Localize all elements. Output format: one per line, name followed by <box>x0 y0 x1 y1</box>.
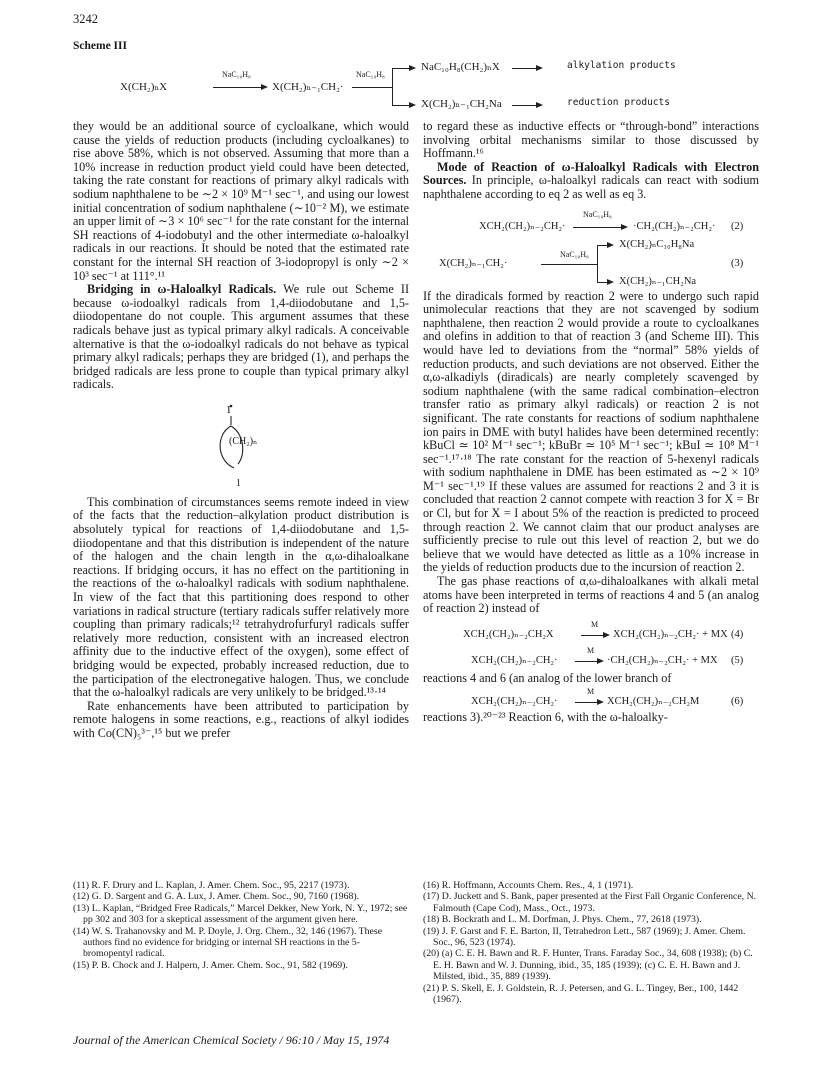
eq2-right: ·CH₂(CH₂)ₙ₋₂CH₂· <box>633 220 716 232</box>
eq4-reagent: M <box>591 619 599 629</box>
reference-item: (20) (a) C. E. H. Bawn and R. F. Hunter, Trans. Faraday Soc., 34, 608 (1938); (b) C. E. H. Bawn and W. J. Dunning, ibid., 35, 185 (1939); (c) C. E. H. Bawn and J. Milsted, ibid., 35, 889 (1939). <box>423 948 753 983</box>
eq5-right: ·CH₂(CH₂)ₙ₋₂CH₂· + MX <box>607 654 718 666</box>
scheme-title: Scheme III <box>73 40 127 52</box>
eq3-upper: X(CH₂)ₙC₁₀H₈Na <box>619 238 695 250</box>
equation-2 <box>423 208 759 238</box>
eq3-number: (3) <box>731 257 744 269</box>
eq6-left: XCH₂(CH₂)ₙ₋₂CH₂· <box>471 696 558 708</box>
paragraph <box>73 283 409 392</box>
eq6-right: XCH₂(CH₂)ₙ₋₂CH₂M <box>607 696 700 708</box>
paragraph: This combination of circumstances seems remote indeed in view of the facts that the reduction–alkylation product distribution is absolutely typical for reactions of 1,4-diiodobutane and 1,5-diiodopentane and that this distribution is independent of the nature of the halogen and the chain length in the α,ω-dihaloalkane reactions. If bridging occurs, it has no effect on the partitioning in the reactions of the ω-haloalkyl radicals with sodium naphthalene. In view of the fact that this partitioning does respond to other variations in radical structure (tertiary radicals suffer relatively more coupling than primary radicals;¹² tetrahydrofurfuryl radicals suffer relatively more reduction, consistent with an increased electron affinity due to the inductive effect of the oxygen), some effect of bridging would be expected, probably increased reduction, due to the participation of the electronegative halogen. Thus, we conclude that the ω-haloalkyl radicals are very unlikely to be bridged.¹³·¹⁴ <box>73 494 409 700</box>
equation-3 <box>423 238 759 287</box>
scheme-lower-product: X(CH₂)ₙ₋₁CH₂Na <box>421 98 502 110</box>
reference-item: (11) R. F. Drury and L. Kaplan, J. Amer. Chem. Soc., 95, 2217 (1973). <box>73 880 350 891</box>
arrowhead-icon <box>597 699 604 705</box>
scheme-arrow-lower <box>512 105 536 106</box>
bridged-radical-structure <box>73 398 409 490</box>
paragraph: The gas phase reactions of α,ω-dihaloalkanes with alkali metal atoms have been interpreted in terms of reactions 4 and 5 (an analog of reaction 2) instead of <box>423 574 759 616</box>
reference-item: (15) P. B. Chock and J. Halpern, J. Amer. Chem. Soc., 91, 582 (1969). <box>73 959 348 971</box>
eq2-reagent: NaC₁₀H₈ <box>583 209 612 219</box>
reference-item: (19) J. F. Garst and F. E. Barton, II, Tetrahedron Lett., 587 (1969); J. Amer. Chem. Soc., 96, 523 (1974). <box>423 925 746 949</box>
eq3-lower-branch <box>597 282 607 283</box>
paragraph: If the diradicals formed by reaction 2 were to undergo such rapid unimolecular reactions that they are not scavenged by sodium naphthalene, then reaction 2 would provide a route to cycloalkanes and olefins in addition to that of reaction 3 (and Scheme III). This would have led to deviations from the “normal” 58% yields of reduction products, and such deviations are not observed. Either the α,ω-alkadiyls (diradicals) are nearly completely scavenged by sodium naphthalene (with the same radical combination–electron transfer ratio as primary alkyl radicals) or reaction 2 is not significant. The rate constants for reactions of sodium naphthalene ion pairs in DME with butyl halides have been determined recently: kBuCl ≃ 10² M⁻¹ sec⁻¹; kBuBr ≃ 10⁵ M⁻¹ sec⁻¹; kBuI ≃ 10⁸ M⁻¹ sec⁻¹.¹⁷·¹⁸ The rate constant for the reaction of 5-hexenyl radicals with sodium naphthalene in DME has been estimated as ∼2 × 10⁹ M⁻¹ sec⁻¹.¹⁹ If these values are assumed for reactions 2 and 3 it is concluded that reaction 2 cannot compete with reaction 3 for X = Br or Cl, but for X = I about 5% of the reaction is predicted to proceed through reaction 2. We cannot claim that our product analyses are sufficiently precise to rule out this level of reaction 2, but we do believe that we would have detected as little as a 10% increase in the yields of reduction products due to the incursion of reaction 2. <box>423 288 759 575</box>
arrowhead-icon <box>597 658 604 664</box>
eq2-left: XCH₂(CH₂)ₙ₋₂CH₂· <box>479 220 566 232</box>
left-column <box>73 120 409 741</box>
reference-item: (21) P. S. Skell, E. J. Goldstein, R. J. Petersen, and G. L. Tingey, Ber., 100, 1442 (1967). <box>423 982 739 1006</box>
page-number: 3242 <box>73 12 98 26</box>
eq6-arrow <box>575 702 597 703</box>
scheme-reagent-1: NaC₁₀H₈ <box>222 70 251 79</box>
references-left <box>73 880 409 971</box>
scheme-branch-vertical <box>392 68 393 106</box>
paragraph-text: We rule out Scheme II because ω-iodoalkyl radicals from 1,4-diiodobutane and 1,5-diiodopentane do not couple. This argument assumes that these radicals behave just as typical primary alkyl radicals. A conceivable alternative is that the ω-iodoalkyl radicals do not behave as typical primary alkyl radicals; perhaps they are bridged (1), and perhaps the bridged radicals are less prone to couple than typical primary alkyl radicals. <box>73 282 410 392</box>
arrowhead-icon <box>621 224 628 230</box>
paragraph: to regard these as inductive effects or “through-bond” interactions involving orbital mechanisms similar to those discussed by Hoffmann.¹⁶ <box>423 119 759 161</box>
reference-item: (16) R. Hoffmann, Accounts Chem. Res., 4, 1 (1971). <box>423 880 634 891</box>
reference-item: (12) G. D. Sargent and G. A. Lux, J. Amer. Chem. Soc., 90, 7160 (1968). <box>73 891 360 903</box>
paragraph: reactions 4 and 6 (an analog of the lower branch of <box>423 670 672 685</box>
eq5-left: XCH₂(CH₂)ₙ₋₂CH₂· <box>471 654 558 666</box>
scheme-lower-result: reduction products <box>567 97 670 108</box>
reference-item: (18) B. Bockrath and L. M. Dorfman, J. Phys. Chem., 77, 2618 (1973). <box>423 914 702 926</box>
section-heading: Bridging in ω-Haloalkyl Radicals. <box>87 282 277 297</box>
eq3-reagent: NaC₁₀H₈ <box>560 249 589 259</box>
eq4-right: XCH₂(CH₂)ₙ₋₂CH₂· + MX <box>613 628 728 640</box>
eq2-number: (2) <box>731 220 744 232</box>
structure-number: 1 <box>236 477 241 489</box>
structure-atom: I <box>227 403 231 416</box>
eq3-left: X(CH₂)ₙ₋₁CH₂· <box>439 257 508 269</box>
section-heading: Mode of Reaction of ω-Haloalkyl Radicals with Electron Sources. <box>423 159 759 188</box>
arrowhead-icon <box>409 102 416 108</box>
eq2-arrow <box>573 227 621 228</box>
eq4-left: XCH₂(CH₂)ₙ₋₂CH₂X <box>463 628 554 640</box>
eq3-upper-branch <box>597 245 607 246</box>
references-right <box>423 880 759 1005</box>
arrowhead-icon <box>409 65 416 71</box>
eq6-reagent: M <box>587 687 595 697</box>
eq3-lower: X(CH₂)ₙ₋₁CH₂Na <box>619 275 697 287</box>
arrowhead-icon <box>607 279 614 285</box>
scheme-upper-result: alkylation products <box>567 60 676 71</box>
eq3-stem <box>541 264 597 265</box>
eq5-reagent: M <box>587 645 595 655</box>
paragraph-text: In principle, ω-haloalkyl radicals can react with sodium naphthalene according to eq 2 as well as eq 3. <box>423 173 759 201</box>
paragraph: Rate enhancements have been attributed to participation by remote halogens in some reactions, e.g., reactions of alkyl iodides with Co(CN)₅³⁻,¹⁵ but we prefer <box>73 698 409 740</box>
scheme-branch-upper <box>392 68 409 69</box>
scheme-reagent-2: NaC₁₀H₈ <box>356 70 385 79</box>
paragraph <box>423 161 759 202</box>
scheme-upper-product: NaC₁₀H₈(CH₂)ₙX <box>421 61 500 73</box>
paragraph: they would be an additional source of cycloalkane, which would cause the yields of reduction products (including cycloalkanes) to rise above 58%, which is not observed. Assuming that more than a 10% increase in reduction product yield could have been detected, taking the rate constant for reactions of primary alkyl radicals with sodium naphthalene to be ∼2 × 10⁹ M⁻¹ sec⁻¹, and using our lowest initial concentration of sodium naphthalene (∼10⁻² M), we estimate an upper limit of ∼3 × 10⁶ sec⁻¹ for the rate constant for the internal SH reactions of 4-iodobutyl and the other intermediate ω-haloalkyl radicals in our reactions. It should be noted that the estimated rate constant for the internal SH reaction of 3-iodopropyl is only ∼2 × 10³ sec⁻¹ at 111°.¹¹ <box>73 119 409 283</box>
arrowhead-icon <box>607 242 614 248</box>
equation-4 <box>423 620 759 644</box>
eq5-number: (5) <box>731 654 744 666</box>
reference-item: (14) W. S. Trahanovsky and M. P. Doyle, J. Org. Chem., 32, 146 (1967). These authors find no evidence for bridging or internal SH reactions in the 5-bromopentyl radical. <box>73 925 383 960</box>
equation-5 <box>423 644 759 672</box>
scheme-branch-lower <box>392 105 409 106</box>
eq4-number: (4) <box>731 628 744 640</box>
scheme-arrow-1 <box>213 87 261 88</box>
eq4-arrow <box>581 635 603 636</box>
eq3-vertical <box>597 245 598 283</box>
eq5-arrow <box>575 661 597 662</box>
arrowhead-icon <box>261 84 268 90</box>
scheme-iii <box>120 56 720 120</box>
scheme-start: X(CH₂)ₙX <box>120 81 168 93</box>
reference-item: (13) L. Kaplan, “Bridged Free Radicals,” Marcel Dekker, New York, N. Y., 1972; see pp 302 and 303 for a skeptical assessment of the argument given here. <box>73 902 408 926</box>
equation-6 <box>423 687 759 711</box>
right-column <box>423 120 759 725</box>
arrowhead-icon <box>536 65 543 71</box>
journal-footer: Journal of the American Chemical Society / 96:10 / May 15, 1974 <box>73 1033 390 1047</box>
scheme-branch-stem <box>352 87 392 88</box>
paragraph: reactions 3).²⁰⁻²³ Reaction 6, with the ω-haloalky- <box>423 710 668 725</box>
arrowhead-icon <box>536 102 543 108</box>
eq6-number: (6) <box>731 696 744 708</box>
arrowhead-icon <box>603 632 610 638</box>
reference-item: (17) D. Juckett and S. Bank, paper presented at the First Fall Organic Conference, N. Falmouth (Cape Cod), Mass., Oct., 1973. <box>423 891 757 914</box>
scheme-arrow-upper <box>512 68 536 69</box>
structure-chain-label: (CH₂)ₙ <box>229 435 258 447</box>
scheme-intermediate: X(CH₂)ₙ₋₁CH₂· <box>272 81 344 93</box>
